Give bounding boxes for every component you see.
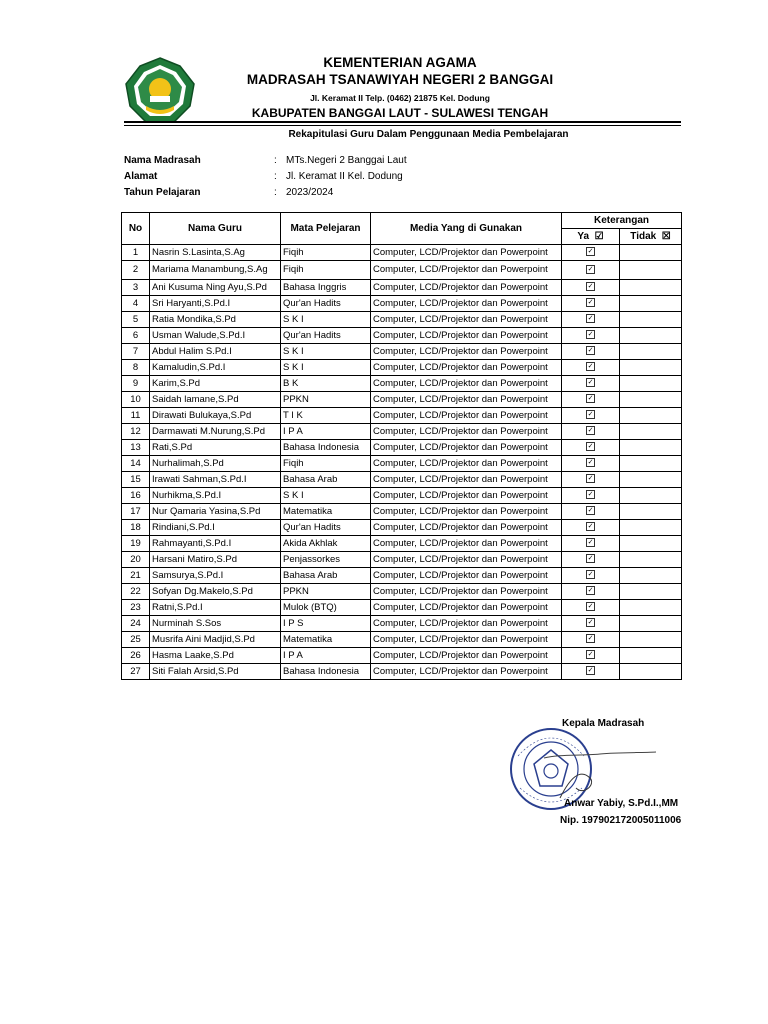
row-media: Computer, LCD/Projektor dan Powerpoint: [371, 600, 562, 616]
table-row: [122, 504, 682, 520]
row-teacher-name: Siti Falah Arsid,S.Pd: [150, 664, 281, 680]
row-ya-cell: [562, 424, 620, 440]
row-tidak-cell: [620, 648, 682, 664]
row-tidak-cell: [620, 568, 682, 584]
ya-check-icon: ✓: [587, 395, 594, 403]
row-teacher-name: Musrifa Aini Madjid,S.Pd: [150, 632, 281, 648]
row-ya-cell: [562, 632, 620, 648]
row-tidak-cell: [620, 408, 682, 424]
row-tidak-cell: [620, 392, 682, 408]
row-teacher-name: Ratni,S.Pd.I: [150, 600, 281, 616]
row-media: Computer, LCD/Projektor dan Powerpoint: [371, 392, 562, 408]
row-ya-cell: [562, 328, 620, 344]
row-no: 1: [122, 245, 150, 261]
row-media: Computer, LCD/Projektor dan Powerpoint: [371, 344, 562, 360]
row-tidak-cell: [620, 280, 682, 296]
col-header-tidak: [620, 229, 682, 245]
row-media: Computer, LCD/Projektor dan Powerpoint: [371, 504, 562, 520]
row-ya-cell: [562, 616, 620, 632]
row-tidak-cell: [620, 504, 682, 520]
row-teacher-name: Saidah lamane,S.Pd: [150, 392, 281, 408]
row-media: Computer, LCD/Projektor dan Powerpoint: [371, 648, 562, 664]
row-teacher-name: Nurminah S.Sos: [150, 616, 281, 632]
row-no: 2: [122, 261, 150, 280]
row-media: Computer, LCD/Projektor dan Powerpoint: [371, 552, 562, 568]
row-ya-cell: [562, 440, 620, 456]
table-row: [122, 488, 682, 504]
row-media: Computer, LCD/Projektor dan Powerpoint: [371, 440, 562, 456]
row-tidak-cell: [620, 440, 682, 456]
row-media: Computer, LCD/Projektor dan Powerpoint: [371, 296, 562, 312]
table-row: [122, 408, 682, 424]
row-media: Computer, LCD/Projektor dan Powerpoint: [371, 632, 562, 648]
teacher-media-table: [121, 212, 682, 680]
table-row: [122, 328, 682, 344]
table-row: [122, 312, 682, 328]
row-media: Computer, LCD/Projektor dan Powerpoint: [371, 664, 562, 680]
row-tidak-cell: [620, 520, 682, 536]
row-subject: PPKN: [281, 584, 371, 600]
table-row: [122, 245, 682, 261]
ya-check-icon: ✓: [587, 635, 594, 643]
row-tidak-cell: [620, 344, 682, 360]
tidak-label: Tidak: [630, 230, 657, 242]
row-ya-cell: [562, 552, 620, 568]
row-no: 19: [122, 536, 150, 552]
ya-check-icon: ✓: [587, 265, 594, 273]
row-no: 21: [122, 568, 150, 584]
row-tidak-cell: [620, 312, 682, 328]
header-rule-thick: [124, 121, 681, 123]
row-tidak-cell: [620, 296, 682, 312]
row-teacher-name: Rahmayanti,S.Pd.I: [150, 536, 281, 552]
row-media: Computer, LCD/Projektor dan Powerpoint: [371, 376, 562, 392]
row-teacher-name: Hasma Laake,S.Pd: [150, 648, 281, 664]
row-no: 9: [122, 376, 150, 392]
row-ya-cell: [562, 312, 620, 328]
row-teacher-name: Sri Haryanti,S.Pd.I: [150, 296, 281, 312]
table-row: [122, 472, 682, 488]
row-ya-cell: [562, 261, 620, 280]
ministry-logo-icon: [122, 56, 198, 128]
row-media: Computer, LCD/Projektor dan Powerpoint: [371, 245, 562, 261]
ya-check-icon: ✓: [587, 523, 594, 531]
row-no: 11: [122, 408, 150, 424]
row-teacher-name: Mariama Manambung,S.Ag: [150, 261, 281, 280]
row-ya-cell: [562, 344, 620, 360]
row-subject: Matematika: [281, 504, 371, 520]
row-teacher-name: Sofyan Dg.Makelo,S.Pd: [150, 584, 281, 600]
row-no: 15: [122, 472, 150, 488]
row-ya-cell: [562, 488, 620, 504]
row-ya-cell: [562, 296, 620, 312]
row-media: Computer, LCD/Projektor dan Powerpoint: [371, 408, 562, 424]
ya-check-icon: ✓: [587, 248, 594, 256]
row-teacher-name: Rindiani,S.Pd.I: [150, 520, 281, 536]
ya-check-icon: ✓: [587, 283, 594, 291]
info-colon: :: [274, 187, 277, 198]
ya-check-icon: ✓: [587, 555, 594, 563]
info-colon: :: [274, 155, 277, 166]
row-tidak-cell: [620, 376, 682, 392]
signature-nip: Nip. 197902172005011006: [560, 815, 682, 826]
ya-check-icon: ✓: [587, 587, 594, 595]
table-row: [122, 344, 682, 360]
row-teacher-name: Karim,S.Pd: [150, 376, 281, 392]
row-no: 12: [122, 424, 150, 440]
row-subject: Bahasa Indonesia: [281, 664, 371, 680]
row-teacher-name: Samsurya,S.Pd.I: [150, 568, 281, 584]
row-teacher-name: Irawati Sahman,S.Pd.I: [150, 472, 281, 488]
row-teacher-name: Nasrin S.Lasinta,S.Ag: [150, 245, 281, 261]
ministry-title: KEMENTERIAN AGAMA: [323, 55, 477, 70]
table-row: [122, 664, 682, 680]
table-row: [122, 440, 682, 456]
ya-check-icon: ✓: [587, 315, 594, 323]
table-row: [122, 376, 682, 392]
row-ya-cell: [562, 520, 620, 536]
row-tidak-cell: [620, 245, 682, 261]
row-subject: Matematika: [281, 632, 371, 648]
row-teacher-name: Dirawati Bulukaya,S.Pd: [150, 408, 281, 424]
row-subject: T I K: [281, 408, 371, 424]
row-no: 17: [122, 504, 150, 520]
row-no: 25: [122, 632, 150, 648]
row-media: Computer, LCD/Projektor dan Powerpoint: [371, 472, 562, 488]
ya-check-icon: ✓: [587, 475, 594, 483]
ya-check-icon: ✓: [587, 539, 594, 547]
row-teacher-name: Harsani Matiro,S.Pd: [150, 552, 281, 568]
row-media: Computer, LCD/Projektor dan Powerpoint: [371, 584, 562, 600]
row-media: Computer, LCD/Projektor dan Powerpoint: [371, 520, 562, 536]
signature-title: Kepala Madrasah: [562, 718, 645, 729]
row-teacher-name: Ani Kusuma Ning Ayu,S.Pd: [150, 280, 281, 296]
ya-check-icon: ✓: [587, 299, 594, 307]
row-media: Computer, LCD/Projektor dan Powerpoint: [371, 280, 562, 296]
row-tidak-cell: [620, 328, 682, 344]
row-subject: Qur'an Hadits: [281, 520, 371, 536]
row-media: Computer, LCD/Projektor dan Powerpoint: [371, 616, 562, 632]
ya-check-icon: ✓: [587, 619, 594, 627]
info-value: MTs.Negeri 2 Banggai Laut: [286, 155, 407, 166]
col-header-media: Media Yang di Gunakan: [371, 213, 562, 245]
row-no: 7: [122, 344, 150, 360]
row-subject: Bahasa Arab: [281, 472, 371, 488]
row-subject: Akida Akhlak: [281, 536, 371, 552]
row-subject: I P A: [281, 648, 371, 664]
row-subject: B K: [281, 376, 371, 392]
ya-check-icon: ✓: [587, 379, 594, 387]
row-ya-cell: [562, 504, 620, 520]
row-subject: Mulok (BTQ): [281, 600, 371, 616]
ya-check-icon: ✓: [587, 411, 594, 419]
row-no: 16: [122, 488, 150, 504]
table-row: [122, 296, 682, 312]
row-subject: Qur'an Hadits: [281, 296, 371, 312]
table-row: [122, 280, 682, 296]
row-ya-cell: [562, 568, 620, 584]
tidak-checkbox-icon: ☒: [661, 230, 671, 242]
row-tidak-cell: [620, 600, 682, 616]
row-tidak-cell: [620, 616, 682, 632]
row-teacher-name: Nurhikma,S.Pd.I: [150, 488, 281, 504]
document-subtitle: Rekapitulasi Guru Dalam Penggunaan Media Pembelajaran: [288, 129, 569, 140]
row-teacher-name: Abdul Halim S.Pd.I: [150, 344, 281, 360]
row-no: 20: [122, 552, 150, 568]
col-header-no: No: [122, 213, 150, 245]
row-media: Computer, LCD/Projektor dan Powerpoint: [371, 424, 562, 440]
table-row: [122, 536, 682, 552]
row-no: 6: [122, 328, 150, 344]
row-ya-cell: [562, 280, 620, 296]
ya-check-icon: ✓: [587, 507, 594, 515]
ya-check-icon: ✓: [587, 459, 594, 467]
row-tidak-cell: [620, 472, 682, 488]
row-subject: Penjassorkes: [281, 552, 371, 568]
info-label: Tahun Pelajaran: [124, 187, 201, 198]
row-ya-cell: [562, 245, 620, 261]
table-row: [122, 648, 682, 664]
row-subject: I P A: [281, 424, 371, 440]
row-tidak-cell: [620, 632, 682, 648]
row-no: 22: [122, 584, 150, 600]
row-no: 18: [122, 520, 150, 536]
row-tidak-cell: [620, 360, 682, 376]
row-ya-cell: [562, 376, 620, 392]
table-row: [122, 360, 682, 376]
table-row: [122, 600, 682, 616]
header-rule-thin: [124, 125, 681, 126]
ya-check-icon: ✓: [587, 667, 594, 675]
row-subject: Bahasa Indonesia: [281, 440, 371, 456]
ya-check-icon: ✓: [587, 427, 594, 435]
info-label: Nama Madrasah: [124, 155, 201, 166]
row-media: Computer, LCD/Projektor dan Powerpoint: [371, 328, 562, 344]
row-subject: Fiqih: [281, 245, 371, 261]
ya-label: Ya: [577, 230, 590, 242]
row-subject: PPKN: [281, 392, 371, 408]
row-no: 23: [122, 600, 150, 616]
table-row: [122, 520, 682, 536]
row-subject: Qur'an Hadits: [281, 328, 371, 344]
row-tidak-cell: [620, 552, 682, 568]
row-tidak-cell: [620, 456, 682, 472]
row-ya-cell: [562, 536, 620, 552]
signature-name: Anwar Yabiy, S.Pd.I.,MM: [564, 798, 679, 809]
col-header-name: Nama Guru: [150, 213, 281, 245]
row-tidak-cell: [620, 536, 682, 552]
row-teacher-name: Usman Walude,S.Pd.I: [150, 328, 281, 344]
row-no: 8: [122, 360, 150, 376]
row-no: 24: [122, 616, 150, 632]
row-teacher-name: Ratia Mondika,S.Pd: [150, 312, 281, 328]
row-teacher-name: Darmawati M.Nurung,S.Pd: [150, 424, 281, 440]
row-media: Computer, LCD/Projektor dan Powerpoint: [371, 360, 562, 376]
ya-check-icon: ✓: [587, 571, 594, 579]
row-tidak-cell: [620, 488, 682, 504]
table-row: [122, 424, 682, 440]
row-ya-cell: [562, 392, 620, 408]
row-media: Computer, LCD/Projektor dan Powerpoint: [371, 261, 562, 280]
row-subject: S K I: [281, 360, 371, 376]
row-tidak-cell: [620, 584, 682, 600]
row-teacher-name: Nurhalimah,S.Pd: [150, 456, 281, 472]
row-subject: S K I: [281, 344, 371, 360]
row-ya-cell: [562, 456, 620, 472]
row-teacher-name: Nur Qamaria Yasina,S.Pd: [150, 504, 281, 520]
table-row: [122, 456, 682, 472]
ya-checkbox-icon: ☑: [594, 230, 604, 242]
row-media: Computer, LCD/Projektor dan Powerpoint: [371, 568, 562, 584]
row-subject: S K I: [281, 488, 371, 504]
row-subject: S K I: [281, 312, 371, 328]
row-ya-cell: [562, 472, 620, 488]
ya-check-icon: ✓: [587, 363, 594, 371]
school-address: Jl. Keramat II Telp. (0462) 21875 Kel. Dodung: [310, 93, 490, 103]
row-no: 26: [122, 648, 150, 664]
info-value: 2023/2024: [286, 187, 334, 198]
row-ya-cell: [562, 600, 620, 616]
ya-check-icon: ✓: [587, 443, 594, 451]
row-ya-cell: [562, 584, 620, 600]
row-ya-cell: [562, 664, 620, 680]
row-no: 4: [122, 296, 150, 312]
row-media: Computer, LCD/Projektor dan Powerpoint: [371, 488, 562, 504]
row-subject: Fiqih: [281, 456, 371, 472]
row-subject: Bahasa Inggris: [281, 280, 371, 296]
row-no: 27: [122, 664, 150, 680]
region-title: KABUPATEN BANGGAI LAUT - SULAWESI TENGAH: [251, 106, 549, 120]
school-title: MADRASAH TSANAWIYAH NEGERI 2 BANGGAI: [246, 72, 554, 87]
row-ya-cell: [562, 648, 620, 664]
ya-check-icon: ✓: [587, 603, 594, 611]
row-no: 5: [122, 312, 150, 328]
ya-check-icon: ✓: [587, 347, 594, 355]
info-value: Jl. Keramat II Kel. Dodung: [286, 171, 403, 182]
table-row: [122, 584, 682, 600]
row-tidak-cell: [620, 664, 682, 680]
row-subject: Bahasa Arab: [281, 568, 371, 584]
ya-check-icon: ✓: [587, 491, 594, 499]
row-subject: Fiqih: [281, 261, 371, 280]
table-row: [122, 568, 682, 584]
info-label: Alamat: [124, 171, 158, 182]
row-tidak-cell: [620, 424, 682, 440]
col-header-ya: [562, 229, 620, 245]
row-media: Computer, LCD/Projektor dan Powerpoint: [371, 536, 562, 552]
row-subject: I P S: [281, 616, 371, 632]
row-no: 3: [122, 280, 150, 296]
ya-check-icon: ✓: [587, 331, 594, 339]
row-teacher-name: Rati,S.Pd: [150, 440, 281, 456]
row-teacher-name: Kamaludin,S.Pd.I: [150, 360, 281, 376]
ya-check-icon: ✓: [587, 651, 594, 659]
row-tidak-cell: [620, 261, 682, 280]
row-ya-cell: [562, 408, 620, 424]
info-colon: :: [274, 171, 277, 182]
table-row: [122, 616, 682, 632]
row-media: Computer, LCD/Projektor dan Powerpoint: [371, 456, 562, 472]
row-media: Computer, LCD/Projektor dan Powerpoint: [371, 312, 562, 328]
row-ya-cell: [562, 360, 620, 376]
table-row: [122, 552, 682, 568]
row-no: 10: [122, 392, 150, 408]
row-no: 13: [122, 440, 150, 456]
table-row: [122, 261, 682, 280]
col-header-subject: Mata Pelejaran: [281, 213, 371, 245]
row-no: 14: [122, 456, 150, 472]
table-row: [122, 632, 682, 648]
table-row: [122, 392, 682, 408]
col-header-keterangan: Keterangan: [562, 213, 682, 229]
